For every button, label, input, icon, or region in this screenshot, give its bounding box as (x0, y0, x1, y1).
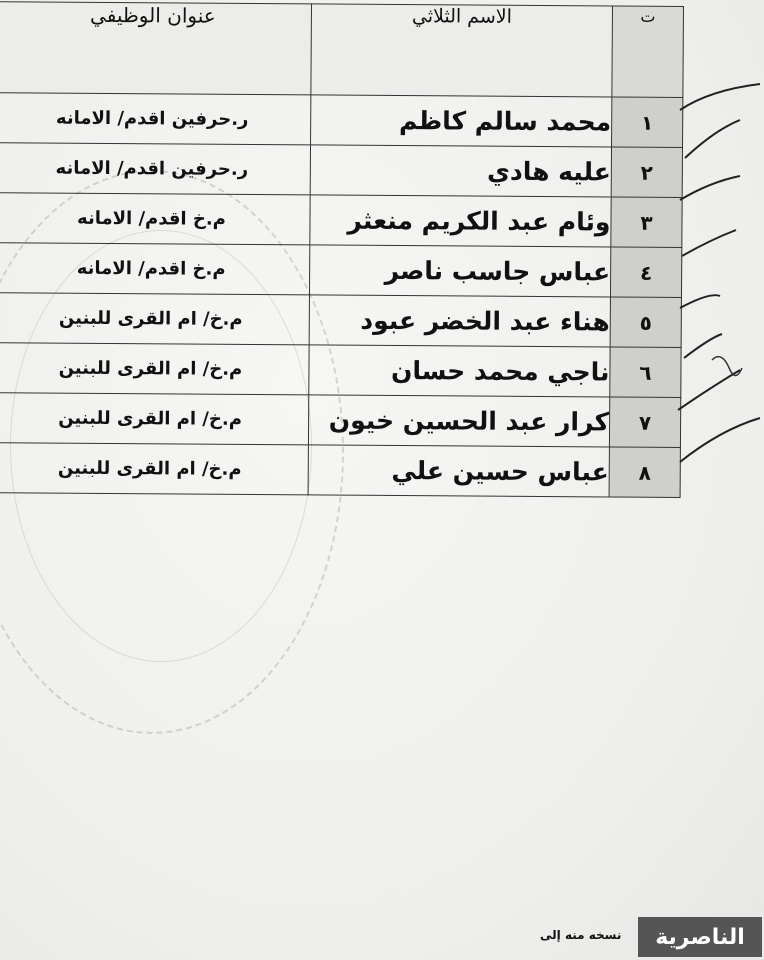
row-name: عباس حسين علي (308, 445, 609, 497)
table-row (0, 393, 681, 448)
row-number: ٨ (609, 447, 680, 497)
row-name: هناء عبد الخضر عبود (309, 295, 610, 347)
watermark-logo (636, 915, 764, 959)
row-number: ٣ (611, 197, 682, 247)
row-job-title: م.خ/ ام القرى للبنين (0, 343, 309, 395)
row-number: ٦ (610, 347, 681, 397)
table-row (0, 343, 681, 398)
table-row (0, 193, 682, 248)
row-name: محمد سالم كاظم (311, 95, 612, 147)
row-number: ٤ (610, 247, 681, 297)
header-job-title: عنوان الوظيفي (0, 2, 312, 95)
table-row (0, 143, 683, 198)
table-row (0, 93, 683, 148)
logo-text: الناصرية (655, 924, 745, 950)
employee-table (0, 1, 684, 498)
table-row (0, 293, 681, 348)
header-number: ت (612, 6, 684, 97)
row-job-title: م.خ اقدم/ الامانه (0, 193, 310, 245)
row-number: ١ (612, 97, 683, 147)
table-row (0, 243, 682, 298)
row-job-title: م.خ اقدم/ الامانه (0, 243, 310, 295)
row-job-title: ر.حرفين اقدم/ الامانه (0, 93, 311, 145)
copy-to-label: نسخه منه إلى (540, 928, 622, 942)
handwritten-check-marks (640, 70, 764, 490)
row-job-title: م.خ/ ام القرى للبنين (0, 443, 308, 495)
row-number: ٢ (611, 147, 682, 197)
row-job-title: م.خ/ ام القرى للبنين (0, 393, 309, 445)
row-number: ٥ (610, 297, 681, 347)
row-job-title: ر.حرفين اقدم/ الامانه (0, 143, 311, 195)
row-number: ٧ (609, 397, 680, 447)
row-name: عليه هادي (310, 145, 611, 197)
row-name: كرار عبد الحسين خيون (308, 395, 609, 447)
row-name: وئام عبد الكريم منعثر (310, 195, 611, 247)
row-name: عباس جاسب ناصر (309, 245, 610, 297)
table-row (0, 443, 680, 498)
row-job-title: م.خ/ ام القرى للبنين (0, 293, 309, 345)
header-name: الاسم الثلاثي (311, 4, 613, 97)
row-name: ناجي محمد حسان (309, 345, 610, 397)
table-header-row (0, 2, 683, 98)
